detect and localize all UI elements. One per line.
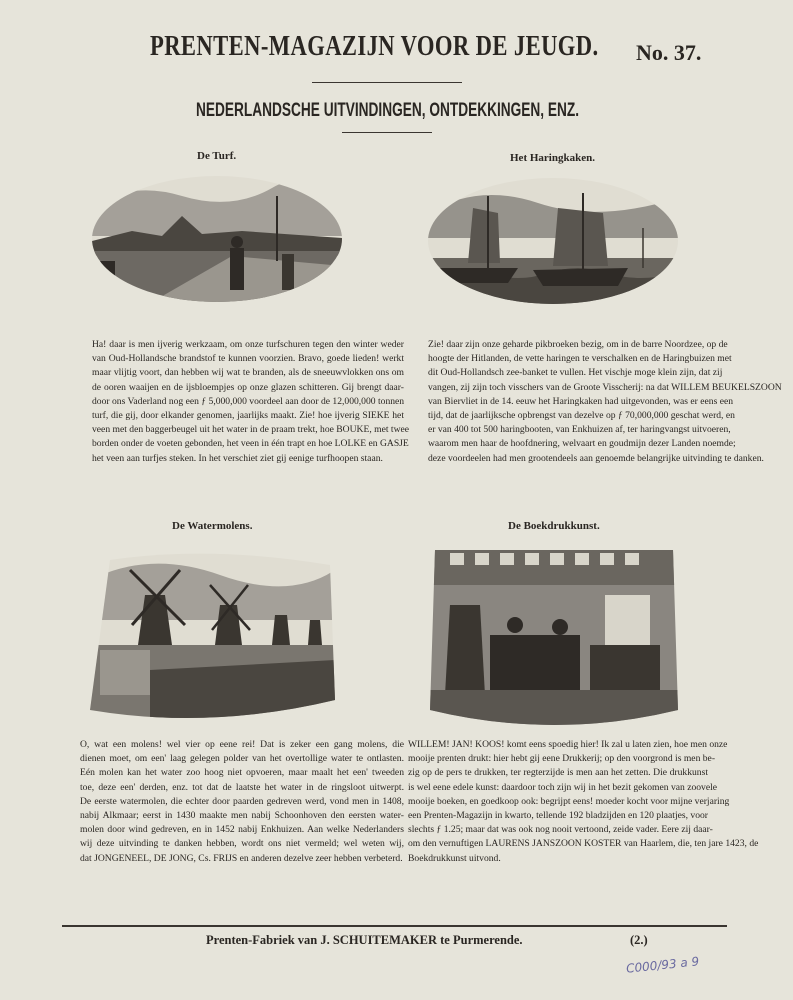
text-line: mooije prenten drukt: hier hebt gij eene Drukkerij; op den voorgrond is men be- <box>408 753 716 765</box>
text-line: waarom men haar de hoofdnering, welvaart en goudmijn dezer Landen noemde; <box>428 438 736 450</box>
text-line: mooije boeken, en goedkoop ook: begrijpt eens! moeder kocht voor mijne verjaring <box>408 795 730 807</box>
text-line: veen met den baggerbeugel uit het water in de praam trekt, hoe BOUKE, met twee <box>92 424 410 436</box>
section-text-printing <box>408 738 759 866</box>
subtitle-divider <box>342 132 432 133</box>
page-title: PRENTEN-MAGAZIJN VOOR DE JEUGD. <box>150 30 599 62</box>
text-line: Ha! daar is men ijverig werkzaam, om onze turfschuren tegen den winter weder <box>92 339 404 350</box>
text-line: van Oud-Hollandsche brandstof te kunnen voorzien. Bravo, goede lieden! werkt <box>92 353 404 365</box>
text-line: de ooren waaijen en de ijsbloempjes op onze glazen schitteren. Gij brengt daar- <box>92 381 404 393</box>
text-line: WILLEM! JAN! KOOS! komt eens spoedig hier! Ik zal u laten zien, hoe men onze <box>408 739 728 750</box>
text-line: dat JONGENEEL, DE JONG, Cs. FRIJS en anderen dezelve zeer hebben verbeterd. <box>80 852 403 864</box>
issue-number: No. 37. <box>636 40 702 65</box>
text-line: om den vernuftigen LAURENS JANSZOON KOSTER van Haarlem, die, ten jare 1423, de <box>408 838 759 850</box>
text-line: hoogte der Hitlanden, de vette haringen te verschalken en de Haringbuizen met <box>428 353 732 365</box>
text-line: De eerste watermolen, die echter door paarden gedreven werd, vond men in 1408, <box>80 795 404 807</box>
text-line: Eén molen kan het water zoo hoog niet opvoeren, maar maalt het een' tweeden <box>80 767 404 779</box>
text-line: nabij Alkmaar; eerst in 1430 maakte men nabij Schoonhoven den eersten water- <box>80 810 404 822</box>
section-heading-herring: Het Haringkaken. <box>510 152 595 164</box>
text-line: wij deze uitvinding te danken hebben, wordt ons niet vermeld; wel weten wij, <box>80 838 404 850</box>
text-line: tijd, dat de jaarlijksche opbrengst van dezelve op ƒ 70,000,000 geschat werd, en <box>428 410 735 422</box>
text-line: door ons Vaderland nog een ƒ 5,000,000 voordeel aan door de 12,000,000 tonnen <box>92 395 405 407</box>
section-heading-turf: De Turf. <box>197 150 237 162</box>
footer-rule <box>62 925 727 927</box>
section-heading-windmills: De Watermolens. <box>172 520 253 532</box>
illustration-printing-shop <box>430 545 678 730</box>
illustration-peat-cutting <box>92 176 342 302</box>
text-line: een Prenten-Magazijn in kwarto, tellende 192 bladzijden en 120 plaatjes, voor <box>408 810 708 822</box>
subtitle: NEDERLANDSCHE UITVINDINGEN, ONTDEKKINGEN, ENZ. <box>196 100 580 121</box>
text-line: turf, die gij, door elkander genomen, jaarlijks maakt. Zie! hoe ijverig SIEKE het <box>92 410 404 422</box>
title-divider <box>312 82 462 83</box>
pencil-catalog-note: C000/93 a 9 <box>625 954 700 976</box>
illustration-herring-boats <box>428 178 678 304</box>
text-line: maar vlijtig voort, dan hebben wij wat te branden, als de sneeuwvlokken ons om <box>92 367 404 379</box>
text-line: zig op de pers te drukken, ter regterzijde is men aan het zetten. Die drukkunst <box>408 767 708 779</box>
text-line: dienen moet, om een' laag gelegen polder van het overtollige water te ontlasten. <box>80 753 404 765</box>
text-line: er van 400 tot 500 haringbooten, van Enkhuizen af, ter haringvangst uitvoeren, <box>428 424 731 436</box>
section-text-windmills <box>80 738 404 866</box>
text-line: dit Oud-Hollandsch zee-banket te vullen. Het vischje moge klein zijn, dat zij <box>428 367 723 379</box>
text-line: deze voordeelen had men grootendeels aan genoemde belangrijke uitvinding te danken. <box>428 452 764 464</box>
illustration-windmills <box>90 550 335 722</box>
section-text-turf <box>92 338 410 466</box>
section-heading-printing: De Boekdrukkunst. <box>508 520 600 532</box>
text-line: molen door wind gedreven, en in 1452 nabij Enkhuizen. Aan welke Nederlanders <box>80 824 404 836</box>
text-line: is wel eene edele kunst: daardoor toch zijn wij in het bezit gekomen van zoovele <box>408 781 718 793</box>
text-line: Zie! daar zijn onze geharde pikbroeken bezig, om in de barre Noordzee, op de <box>428 339 728 350</box>
text-line: vangen, zij zijn toch visschers van de Groote Visscherij: na dat WILLEM BEUKELSZOON <box>428 381 782 393</box>
sheet-number: (2.) <box>630 933 648 947</box>
text-line: slechts ƒ 1.25; maar dat was ook nog nooit vertoond, zeide vader. Eere zij daar- <box>408 824 713 836</box>
text-line: van Biervliet in de 14. eeuw het Haringkaken had uitgevonden, was er eens een <box>428 395 734 407</box>
section-text-herring <box>428 338 782 466</box>
publisher-imprint: Prenten-Fabriek van J. SCHUITEMAKER te Purmerende. <box>206 933 523 947</box>
text-line: O, wat een molens! wel vier op eene rei! Dat is zeker een gang molens, die <box>80 739 404 750</box>
text-line: het veen aan turfjes steken. In het verschiet ziet gij eenige turfhoopen staan. <box>92 452 383 464</box>
text-line: borden onder de voeten gebonden, het veen in één trapt en hoe LOLKE en GASJE <box>92 438 409 450</box>
text-line: toe, deze een' derden, enz. tot dat de laatste het water in de ringsloot uitwerpt. <box>80 781 404 793</box>
text-line: Boekdrukkunst uitvond. <box>408 852 501 864</box>
